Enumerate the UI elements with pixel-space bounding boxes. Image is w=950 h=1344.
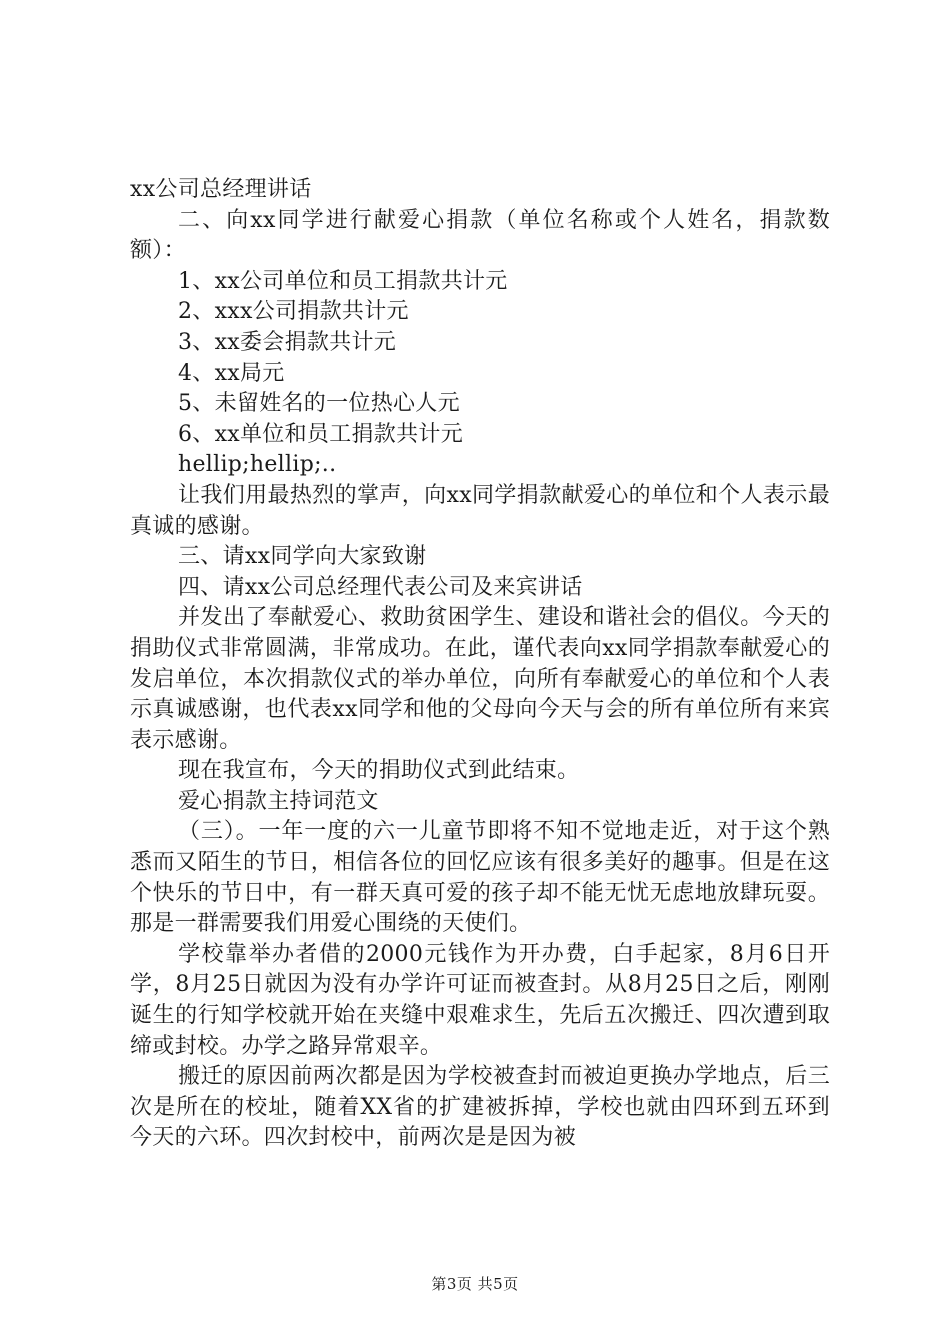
page-footer: 第3页 共5页 — [431, 1275, 519, 1293]
list-item-5: 5、未留姓名的一位热心人元 — [178, 391, 460, 417]
paragraph-closing: 现在我宣布，今天的捐助仪式到此结束。 — [178, 758, 580, 784]
paragraph-childrens-day: （三）。一年一度的六一儿童节即将不知不觉地走近，对于这个熟悉而又陌生的节日，相信各位的回忆应该有很多美好的趣事。但是在这个快乐的节日中，有一群天真可爱的孩子却不能无忧无虑地放肆玩耍。那是一群需要我们用爱心围绕的天使们。 — [130, 819, 830, 937]
paragraph-speech: 并发出了奉献爱心、救助贫困学生、建设和谐社会的倡仪。今天的捐助仪式非常圆满，非常成功。在此，谨代表向xx同学捐款奉献爱心的发启单位，本次捐款仪式的举办单位，向所有奉献爱心的单位和个人表示真诚感谢，也代表xx同学和他的父母向今天与会的所有单位所有来宾表示感谢。 — [130, 605, 830, 753]
paragraph-relocation: 搬迁的原因前两次都是因为学校被查封而被迫更换办学地点，后三次是所在的校址，随着XX省的扩建被拆掉，学校也就由四环到五环到今天的六环。四次封校中，前两次是是因为被 — [130, 1064, 830, 1151]
list-item-2: 2、xxx公司捐款共计元 — [178, 299, 409, 325]
section-three-heading: 三、请xx同学向大家致谢 — [178, 544, 427, 570]
list-item-4: 4、xx局元 — [178, 360, 285, 386]
list-item-1: 1、xx公司单位和员工捐款共计元 — [178, 268, 508, 294]
paragraph-thanks: 让我们用最热烈的掌声，向xx同学捐款献爱心的单位和个人表示最真诚的感谢。 — [130, 482, 830, 539]
section-four-heading: 四、请xx公司总经理代表公司及来宾讲话 — [178, 574, 583, 600]
section-title: 爱心捐款主持词范文 — [178, 788, 379, 814]
paragraph-1: xx公司总经理讲话 — [130, 177, 312, 202]
list-item-3: 3、xx委会捐款共计元 — [178, 329, 397, 355]
document-body — [130, 175, 830, 1154]
ellipsis-line: hellip;hellip;.. — [178, 452, 337, 478]
paragraph-2: 二、向xx同学进行献爱心捐款（单位名称或个人姓名，捐款数额）： — [130, 207, 830, 264]
paragraph-school-history: 学校靠举办者借的2000元钱作为开办费，白手起家，8月6日开学，8月25日就因为没有办学许可证而被查封。从8月25日之后，刚刚诞生的行知学校就开始在夹缝中艰难求生，先后五次搬迁、四次遭到取缔或封校。办学之路异常艰辛。 — [130, 941, 830, 1059]
list-item-6: 6、xx单位和员工捐款共计元 — [178, 421, 464, 447]
